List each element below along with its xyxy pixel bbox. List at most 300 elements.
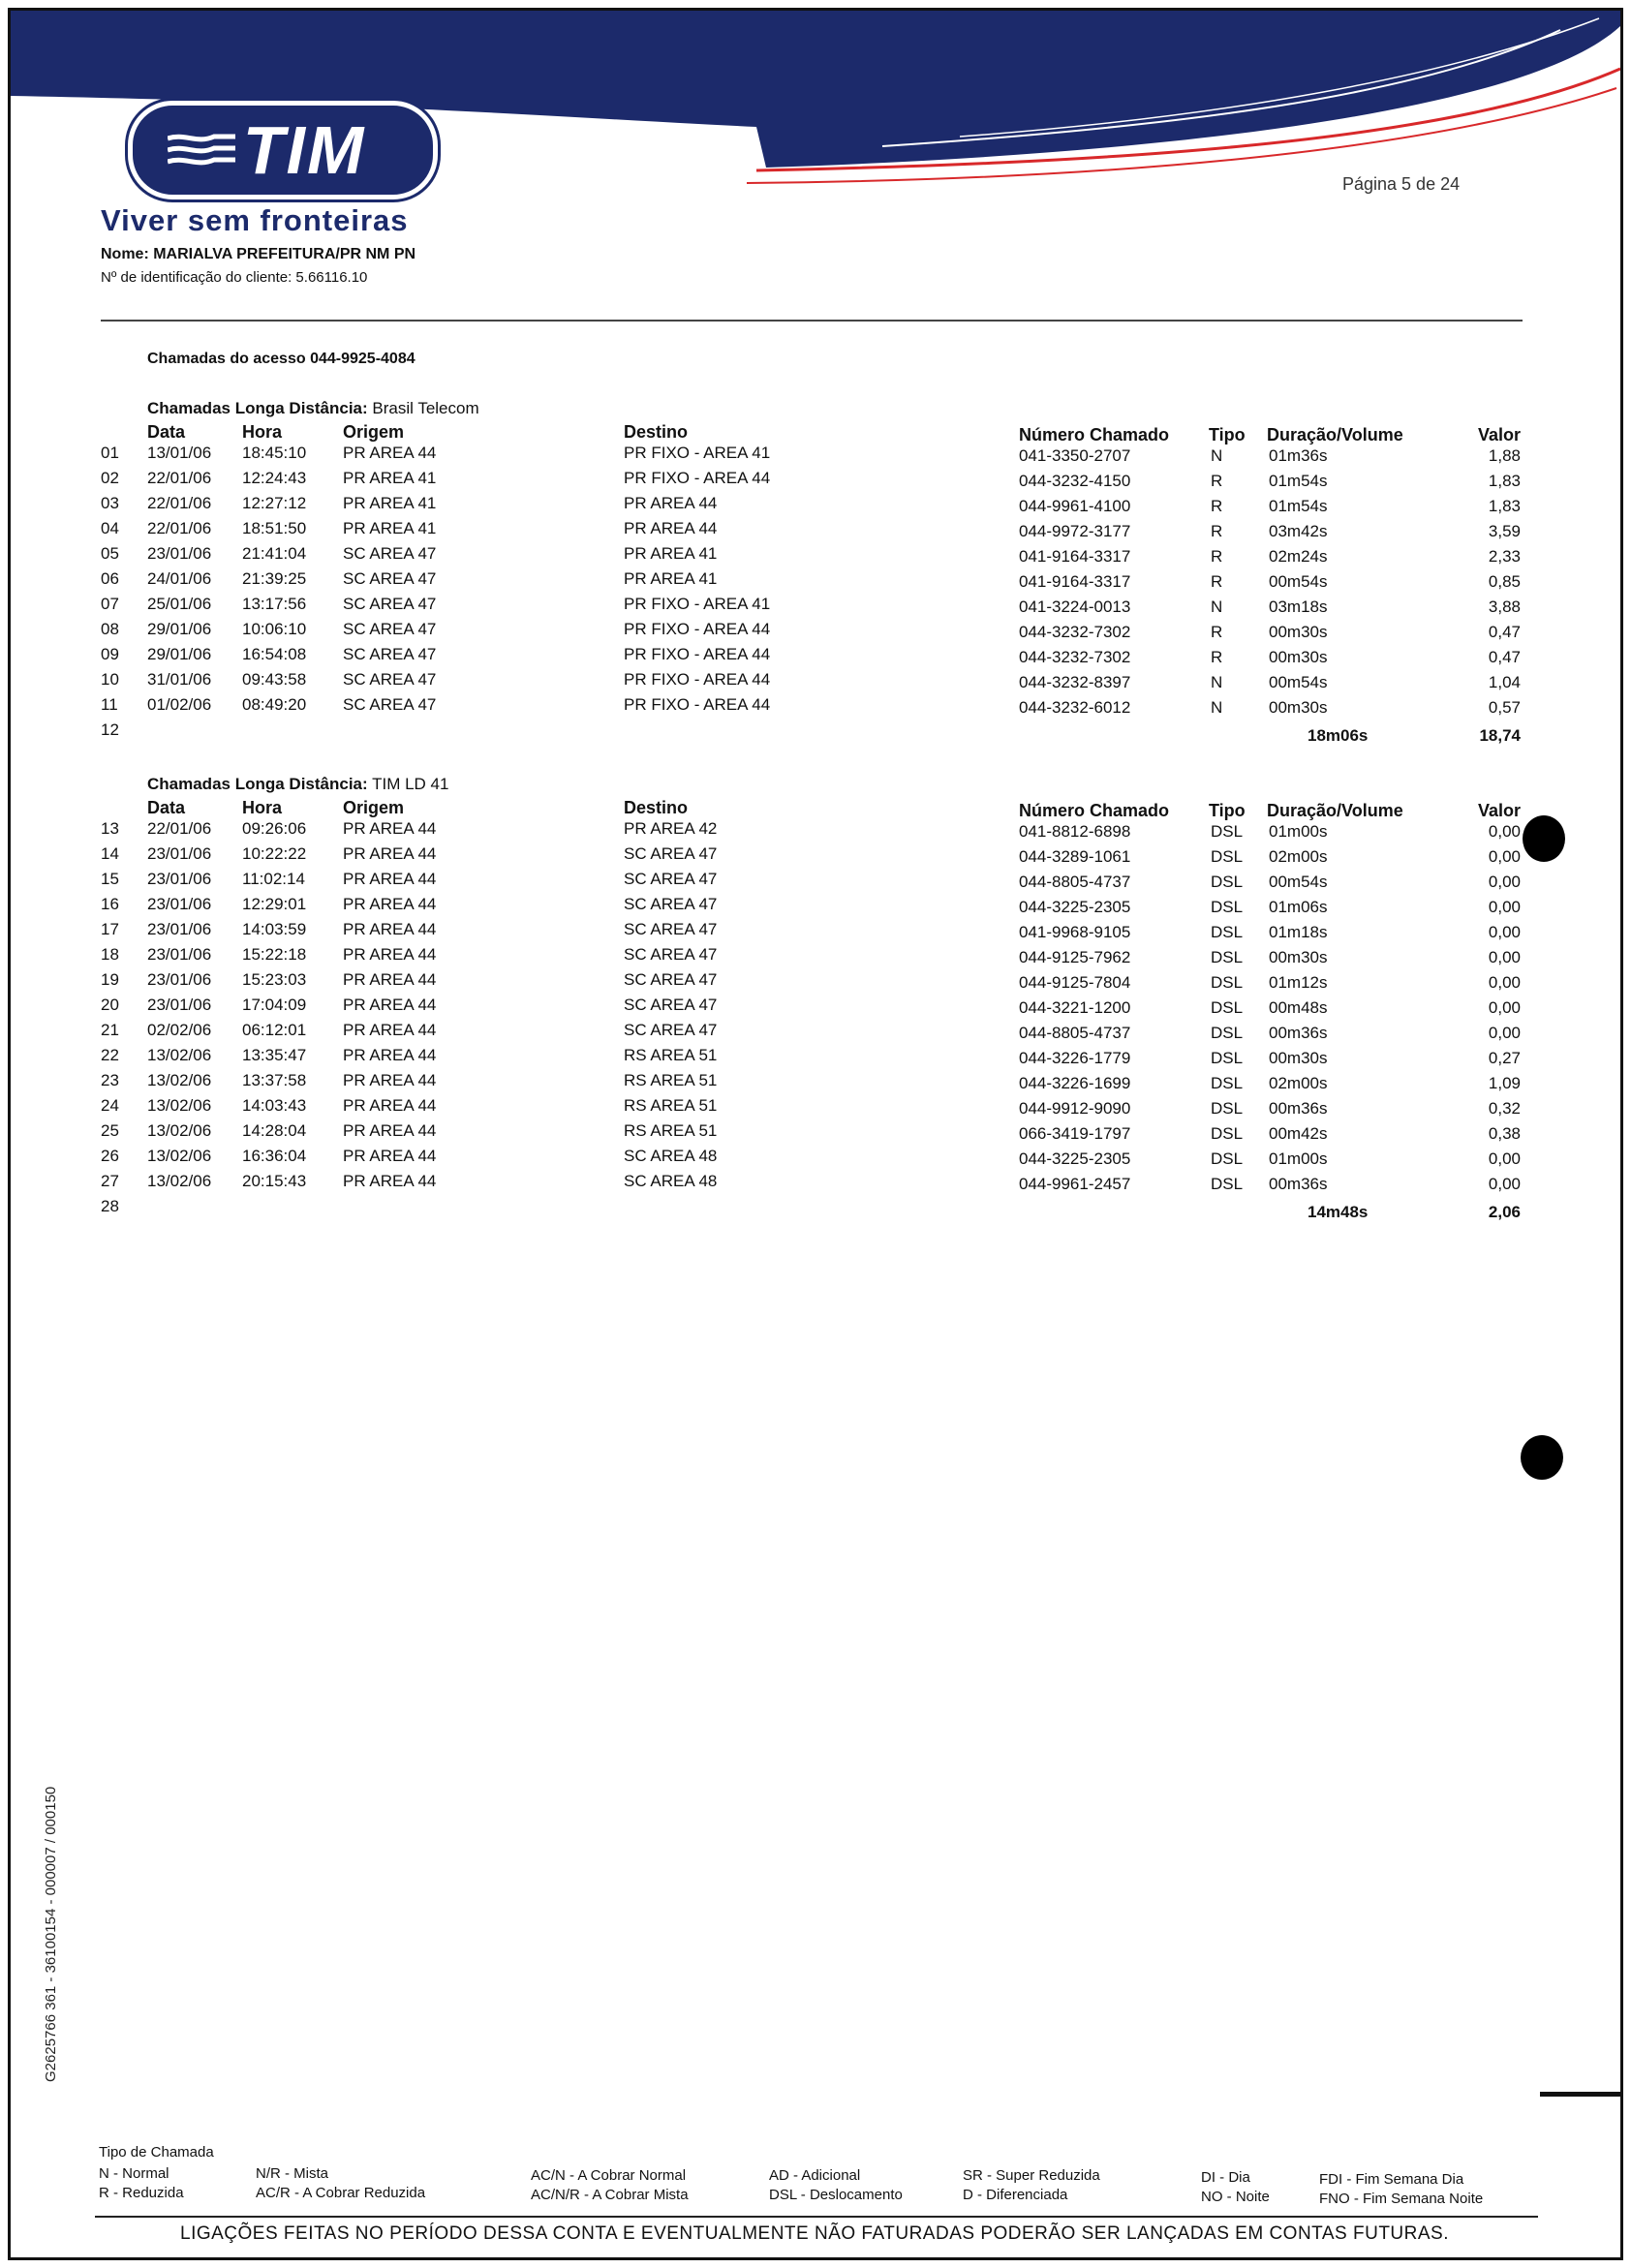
cell-origem: SC AREA 47 <box>343 595 437 613</box>
cell-origem: SC AREA 47 <box>343 569 437 588</box>
table-row <box>0 1021 1631 1046</box>
cell-hora: 14:03:59 <box>242 920 307 938</box>
cell-tipo: DSL <box>1211 1049 1244 1067</box>
scan-mark <box>1540 2092 1621 2097</box>
table-row <box>0 519 1631 544</box>
cell-tipo: DSL <box>1211 973 1244 992</box>
cell-duracao: 01m18s <box>1269 923 1328 941</box>
cell-n: 21 <box>101 1021 119 1039</box>
cell-n: 22 <box>101 1046 119 1064</box>
cell-numero: 044-9972-3177 <box>1019 522 1131 540</box>
cell-n: 08 <box>101 620 119 638</box>
cell-data: 25/01/06 <box>147 595 212 613</box>
cell-valor: 1,88 <box>1488 446 1521 465</box>
cell-origem: SC AREA 47 <box>343 544 437 563</box>
legend-item: FNO - Fim Semana Noite <box>1319 2191 1484 2207</box>
cell-data: 13/02/06 <box>147 1147 212 1165</box>
column-header-origem: Origem <box>343 422 405 442</box>
cell-tipo: DSL <box>1211 1099 1244 1118</box>
cell-hora: 16:54:08 <box>242 645 307 663</box>
total-duration: 14m48s <box>1308 1203 1369 1221</box>
cell-valor: 0,32 <box>1488 1099 1521 1118</box>
cell-hora: 18:45:10 <box>242 444 307 462</box>
legend-item: D - Diferenciada <box>963 2187 1068 2203</box>
table-row <box>0 945 1631 970</box>
customer-name: Nome: MARIALVA PREFEITURA/PR NM PN <box>101 246 416 262</box>
cell-valor: 0,00 <box>1488 873 1521 891</box>
punch-hole <box>1523 815 1565 862</box>
cell-hora: 09:26:06 <box>242 819 307 838</box>
cell-hora: 16:36:04 <box>242 1147 307 1165</box>
cell-numero: 044-3221-1200 <box>1019 998 1131 1017</box>
access-title: Chamadas do acesso 044-9925-4084 <box>147 351 415 367</box>
legend-item: AD - Adicional <box>769 2167 861 2184</box>
table-row <box>0 569 1631 595</box>
total-duration: 18m06s <box>1308 726 1369 745</box>
cell-origem: PR AREA 41 <box>343 519 437 537</box>
cell-destino: SC AREA 47 <box>624 1021 718 1039</box>
footer-note: LIGAÇÕES FEITAS NO PERÍODO DESSA CONTA E EVENTUALMENTE NÃO FATURADAS PODERÃO SER LANÇADAS EM CONTAS FUTURAS. <box>180 2223 1449 2244</box>
cell-tipo: N <box>1211 673 1223 691</box>
column-header-numero: Número Chamado <box>1019 801 1170 820</box>
cell-n: 07 <box>101 595 119 613</box>
legend-item: DSL - Deslocamento <box>769 2187 903 2203</box>
table-row <box>0 444 1631 469</box>
legend-item: FDI - Fim Semana Dia <box>1319 2171 1464 2188</box>
section-title <box>147 399 479 418</box>
cell-tipo: DSL <box>1211 1124 1244 1143</box>
cell-hora: 12:29:01 <box>242 895 307 913</box>
client-id: Nº de identificação do cliente: 5.66116.10 <box>101 269 368 286</box>
cell-numero: 041-9164-3317 <box>1019 547 1131 566</box>
cell-destino: PR FIXO - AREA 44 <box>624 695 771 714</box>
cell-duracao: 00m30s <box>1269 648 1328 666</box>
cell-tipo: N <box>1211 446 1223 465</box>
cell-tipo: N <box>1211 598 1223 616</box>
cell-numero: 044-3232-8397 <box>1019 673 1131 691</box>
cell-destino: SC AREA 47 <box>624 895 718 913</box>
table-row <box>0 1147 1631 1172</box>
cell-tipo: DSL <box>1211 948 1244 966</box>
cell-data: 23/01/06 <box>147 945 212 964</box>
cell-duracao: 00m36s <box>1269 1099 1328 1118</box>
cell-valor: 0,00 <box>1488 923 1521 941</box>
cell-tipo: DSL <box>1211 1074 1244 1092</box>
cell-n: 20 <box>101 996 119 1014</box>
cell-tipo: DSL <box>1211 1024 1244 1042</box>
cell-data: 13/02/06 <box>147 1071 212 1089</box>
cell-numero: 044-3232-7302 <box>1019 623 1131 641</box>
footer-divider <box>95 2216 1538 2218</box>
table-row <box>0 819 1631 844</box>
table-row <box>0 996 1631 1021</box>
cell-tipo: DSL <box>1211 998 1244 1017</box>
cell-duracao: 02m00s <box>1269 847 1328 866</box>
cell-numero: 044-3289-1061 <box>1019 847 1131 866</box>
cell-duracao: 01m36s <box>1269 446 1328 465</box>
cell-numero: 041-8812-6898 <box>1019 822 1131 841</box>
cell-tipo: DSL <box>1211 1149 1244 1168</box>
cell-data: 23/01/06 <box>147 895 212 913</box>
cell-destino: RS AREA 51 <box>624 1096 718 1115</box>
cell-origem: SC AREA 47 <box>343 645 437 663</box>
table-row <box>0 1096 1631 1121</box>
cell-n: 25 <box>101 1121 119 1140</box>
cell-valor: 0,00 <box>1488 1149 1521 1168</box>
table-row <box>0 920 1631 945</box>
legend-item: NO - Noite <box>1201 2189 1270 2205</box>
cell-duracao: 01m54s <box>1269 497 1328 515</box>
cell-data: 23/01/06 <box>147 920 212 938</box>
cell-hora: 12:24:43 <box>242 469 307 487</box>
cell-n: 15 <box>101 870 119 888</box>
column-header-hora: Hora <box>242 798 283 817</box>
cell-duracao: 03m18s <box>1269 598 1328 616</box>
cell-hora: 21:41:04 <box>242 544 307 563</box>
cell-duracao: 01m00s <box>1269 822 1328 841</box>
cell-valor: 3,88 <box>1488 598 1521 616</box>
legend-item: N - Normal <box>99 2165 169 2182</box>
cell-n: 27 <box>101 1172 119 1190</box>
cell-hora: 20:15:43 <box>242 1172 307 1190</box>
cell-duracao: 00m48s <box>1269 998 1328 1017</box>
cell-data: 29/01/06 <box>147 620 212 638</box>
cell-valor: 0,00 <box>1488 1175 1521 1193</box>
cell-numero: 044-3226-1779 <box>1019 1049 1131 1067</box>
cell-destino: PR AREA 42 <box>624 819 718 838</box>
cell-destino: PR AREA 41 <box>624 544 718 563</box>
table-row <box>0 895 1631 920</box>
legend-item: SR - Super Reduzida <box>963 2167 1100 2184</box>
cell-valor: 3,59 <box>1488 522 1521 540</box>
cell-valor: 0,27 <box>1488 1049 1521 1067</box>
cell-numero: 041-9164-3317 <box>1019 572 1131 591</box>
cell-origem: PR AREA 44 <box>343 1096 437 1115</box>
cell-tipo: R <box>1211 522 1223 540</box>
cell-numero: 044-9125-7962 <box>1019 948 1131 966</box>
cell-valor: 1,83 <box>1488 497 1521 515</box>
cell-n: 09 <box>101 645 119 663</box>
cell-destino: SC AREA 47 <box>624 996 718 1014</box>
cell-duracao: 00m42s <box>1269 1124 1328 1143</box>
cell-tipo: DSL <box>1211 847 1244 866</box>
cell-destino: PR FIXO - AREA 44 <box>624 469 771 487</box>
cell-destino: SC AREA 47 <box>624 970 718 989</box>
cell-data: 23/01/06 <box>147 970 212 989</box>
cell-tipo: DSL <box>1211 822 1244 841</box>
column-header-data: Data <box>147 422 186 442</box>
table-row <box>0 844 1631 870</box>
cell-tipo: DSL <box>1211 873 1244 891</box>
table-row <box>0 1172 1631 1197</box>
cell-n: 16 <box>101 895 119 913</box>
section-title-prefix: Chamadas Longa Distância: <box>147 775 368 793</box>
cell-numero: 044-3225-2305 <box>1019 1149 1131 1168</box>
cell-numero: 044-9912-9090 <box>1019 1099 1131 1118</box>
cell-n: 02 <box>101 469 119 487</box>
legend-item: R - Reduzida <box>99 2185 184 2201</box>
cell-destino: RS AREA 51 <box>624 1046 718 1064</box>
cell-valor: 0,85 <box>1488 572 1521 591</box>
cell-origem: PR AREA 44 <box>343 1121 437 1140</box>
cell-n: 13 <box>101 819 119 838</box>
cell-data: 13/02/06 <box>147 1121 212 1140</box>
cell-destino: SC AREA 47 <box>624 920 718 938</box>
cell-duracao: 00m54s <box>1269 673 1328 691</box>
cell-valor: 0,47 <box>1488 623 1521 641</box>
page-number: Página 5 de 24 <box>1342 174 1461 194</box>
cell-destino: PR FIXO - AREA 41 <box>624 444 771 462</box>
cell-data: 22/01/06 <box>147 819 212 838</box>
cell-numero: 044-3232-6012 <box>1019 698 1131 717</box>
cell-data: 13/01/06 <box>147 444 212 462</box>
cell-duracao: 01m54s <box>1269 472 1328 490</box>
cell-n: 10 <box>101 670 119 689</box>
cell-duracao: 00m30s <box>1269 1049 1328 1067</box>
table-row <box>0 1046 1631 1071</box>
total-value: 18,74 <box>1479 726 1521 745</box>
cell-n: 12 <box>101 720 119 739</box>
tim-logo <box>128 101 438 199</box>
cell-numero: 044-9125-7804 <box>1019 973 1131 992</box>
cell-numero: 044-8805-4737 <box>1019 873 1131 891</box>
table-row <box>0 670 1631 695</box>
cell-destino: PR FIXO - AREA 44 <box>624 645 771 663</box>
cell-destino: PR FIXO - AREA 44 <box>624 670 771 689</box>
cell-duracao: 03m42s <box>1269 522 1328 540</box>
legend-item: AC/R - A Cobrar Reduzida <box>256 2185 426 2201</box>
cell-n: 14 <box>101 844 119 863</box>
cell-hora: 18:51:50 <box>242 519 307 537</box>
cell-valor: 0,00 <box>1488 948 1521 966</box>
cell-n: 17 <box>101 920 119 938</box>
cell-valor: 1,09 <box>1488 1074 1521 1092</box>
cell-valor: 1,83 <box>1488 472 1521 490</box>
cell-tipo: R <box>1211 623 1223 641</box>
cell-origem: PR AREA 44 <box>343 844 437 863</box>
cell-tipo: R <box>1211 648 1223 666</box>
cell-valor: 0,57 <box>1488 698 1521 717</box>
cell-origem: SC AREA 47 <box>343 670 437 689</box>
cell-hora: 13:37:58 <box>242 1071 307 1089</box>
cell-duracao: 01m00s <box>1269 1149 1328 1168</box>
cell-duracao: 00m36s <box>1269 1024 1328 1042</box>
cell-hora: 10:06:10 <box>242 620 307 638</box>
table-row <box>0 870 1631 895</box>
cell-origem: PR AREA 44 <box>343 1172 437 1190</box>
cell-origem: PR AREA 41 <box>343 494 437 512</box>
cell-hora: 17:04:09 <box>242 996 307 1014</box>
cell-hora: 12:27:12 <box>242 494 307 512</box>
column-header-duracao: Duração/Volume <box>1267 425 1403 444</box>
cell-data: 23/01/06 <box>147 870 212 888</box>
cell-numero: 044-9961-2457 <box>1019 1175 1131 1193</box>
cell-tipo: R <box>1211 472 1223 490</box>
cell-numero: 041-9968-9105 <box>1019 923 1131 941</box>
cell-tipo: R <box>1211 547 1223 566</box>
cell-duracao: 02m00s <box>1269 1074 1328 1092</box>
cell-origem: PR AREA 44 <box>343 1021 437 1039</box>
cell-hora: 11:02:14 <box>242 870 305 888</box>
cell-n: 23 <box>101 1071 119 1089</box>
cell-origem: PR AREA 44 <box>343 444 437 462</box>
cell-data: 13/02/06 <box>147 1096 212 1115</box>
cell-tipo: R <box>1211 497 1223 515</box>
table-row <box>0 1121 1631 1147</box>
cell-n: 01 <box>101 444 119 462</box>
cell-data: 22/01/06 <box>147 469 212 487</box>
cell-origem: PR AREA 44 <box>343 996 437 1014</box>
cell-hora: 06:12:01 <box>242 1021 307 1039</box>
column-header-tipo: Tipo <box>1209 425 1246 444</box>
cell-hora: 21:39:25 <box>242 569 307 588</box>
table-row <box>0 645 1631 670</box>
total-value: 2,06 <box>1488 1203 1521 1221</box>
cell-numero: 044-8805-4737 <box>1019 1024 1131 1042</box>
column-header-numero: Número Chamado <box>1019 425 1170 444</box>
cell-duracao: 00m54s <box>1269 873 1328 891</box>
column-header-valor: Valor <box>1477 425 1521 444</box>
cell-duracao: 01m06s <box>1269 898 1328 916</box>
cell-duracao: 00m30s <box>1269 698 1328 717</box>
cell-hora: 15:22:18 <box>242 945 307 964</box>
legend-title: Tipo de Chamada <box>99 2144 214 2161</box>
cell-valor: 0,00 <box>1488 822 1521 841</box>
cell-destino: PR FIXO - AREA 41 <box>624 595 771 613</box>
cell-hora: 09:43:58 <box>242 670 307 689</box>
cell-numero: 066-3419-1797 <box>1019 1124 1131 1143</box>
cell-data: 23/01/06 <box>147 544 212 563</box>
cell-origem: PR AREA 44 <box>343 970 437 989</box>
cell-destino: SC AREA 47 <box>624 870 718 888</box>
cell-data: 13/02/06 <box>147 1046 212 1064</box>
cell-data: 23/01/06 <box>147 844 212 863</box>
legend-item: AC/N/R - A Cobrar Mista <box>531 2187 689 2203</box>
cell-valor: 0,00 <box>1488 898 1521 916</box>
cell-valor: 0,00 <box>1488 998 1521 1017</box>
punch-hole <box>1521 1435 1563 1480</box>
total-row <box>0 1197 1631 1222</box>
cell-n: 28 <box>101 1197 119 1215</box>
cell-data: 02/02/06 <box>147 1021 212 1039</box>
cell-duracao: 00m54s <box>1269 572 1328 591</box>
cell-origem: PR AREA 44 <box>343 895 437 913</box>
cell-origem: PR AREA 44 <box>343 870 437 888</box>
brand-name: TIM <box>242 112 366 188</box>
cell-origem: PR AREA 44 <box>343 945 437 964</box>
cell-destino: PR AREA 44 <box>624 519 718 537</box>
cell-destino: SC AREA 47 <box>624 945 718 964</box>
cell-destino: SC AREA 48 <box>624 1172 718 1190</box>
cell-hora: 15:23:03 <box>242 970 307 989</box>
column-header-origem: Origem <box>343 798 405 817</box>
cell-origem: SC AREA 47 <box>343 620 437 638</box>
tagline: Viver sem fronteiras <box>101 203 409 237</box>
cell-valor: 0,00 <box>1488 847 1521 866</box>
table-row <box>0 494 1631 519</box>
cell-duracao: 00m30s <box>1269 623 1328 641</box>
table-row <box>0 620 1631 645</box>
cell-destino: PR AREA 41 <box>624 569 718 588</box>
column-header-destino: Destino <box>624 422 689 442</box>
cell-duracao: 02m24s <box>1269 547 1328 566</box>
cell-hora: 10:22:22 <box>242 844 307 863</box>
cell-destino: SC AREA 47 <box>624 844 718 863</box>
cell-valor: 0,00 <box>1488 973 1521 992</box>
section-title <box>147 775 448 794</box>
cell-origem: SC AREA 47 <box>343 695 437 714</box>
legend-item: DI - Dia <box>1201 2169 1250 2186</box>
cell-numero: 044-3226-1699 <box>1019 1074 1131 1092</box>
cell-data: 24/01/06 <box>147 569 212 588</box>
cell-destino: SC AREA 48 <box>624 1147 718 1165</box>
cell-hora: 14:03:43 <box>242 1096 307 1115</box>
table-row <box>0 469 1631 494</box>
table-row <box>0 970 1631 996</box>
cell-n: 03 <box>101 494 119 512</box>
cell-numero: 041-3224-0013 <box>1019 598 1131 616</box>
cell-destino: PR FIXO - AREA 44 <box>624 620 771 638</box>
cell-origem: PR AREA 44 <box>343 819 437 838</box>
cell-n: 04 <box>101 519 119 537</box>
cell-valor: 1,04 <box>1488 673 1521 691</box>
cell-duracao: 01m12s <box>1269 973 1328 992</box>
cell-duracao: 00m30s <box>1269 948 1328 966</box>
cell-valor: 2,33 <box>1488 547 1521 566</box>
cell-valor: 0,38 <box>1488 1124 1521 1143</box>
cell-destino: RS AREA 51 <box>624 1121 718 1140</box>
cell-hora: 13:35:47 <box>242 1046 307 1064</box>
cell-valor: 0,47 <box>1488 648 1521 666</box>
waves-icon <box>168 133 235 168</box>
cell-origem: PR AREA 44 <box>343 1046 437 1064</box>
cell-n: 24 <box>101 1096 119 1115</box>
cell-n: 19 <box>101 970 119 989</box>
cell-data: 01/02/06 <box>147 695 212 714</box>
cell-n: 11 <box>101 695 118 714</box>
cell-tipo: DSL <box>1211 923 1244 941</box>
cell-origem: PR AREA 41 <box>343 469 437 487</box>
cell-n: 26 <box>101 1147 119 1165</box>
cell-hora: 13:17:56 <box>242 595 307 613</box>
legend-item: N/R - Mista <box>256 2165 328 2182</box>
column-header-duracao: Duração/Volume <box>1267 801 1403 820</box>
section-title-name: Brasil Telecom <box>372 399 479 417</box>
column-header-data: Data <box>147 798 186 817</box>
header-divider <box>101 320 1523 322</box>
table-row <box>0 1071 1631 1096</box>
cell-n: 06 <box>101 569 119 588</box>
column-header-destino: Destino <box>624 798 689 817</box>
cell-numero: 044-9961-4100 <box>1019 497 1131 515</box>
cell-origem: PR AREA 44 <box>343 920 437 938</box>
column-header-valor: Valor <box>1477 801 1521 820</box>
cell-tipo: N <box>1211 698 1223 717</box>
section-title-name: TIM LD 41 <box>372 775 449 793</box>
cell-destino: RS AREA 51 <box>624 1071 718 1089</box>
cell-numero: 044-3232-7302 <box>1019 648 1131 666</box>
total-row <box>0 720 1631 746</box>
column-header-hora: Hora <box>242 422 283 442</box>
table-row <box>0 544 1631 569</box>
legend-item: AC/N - A Cobrar Normal <box>531 2167 687 2184</box>
table-row <box>0 595 1631 620</box>
cell-valor: 0,00 <box>1488 1024 1521 1042</box>
cell-data: 22/01/06 <box>147 519 212 537</box>
cell-tipo: DSL <box>1211 898 1244 916</box>
cell-data: 31/01/06 <box>147 670 212 689</box>
cell-duracao: 00m36s <box>1269 1175 1328 1193</box>
